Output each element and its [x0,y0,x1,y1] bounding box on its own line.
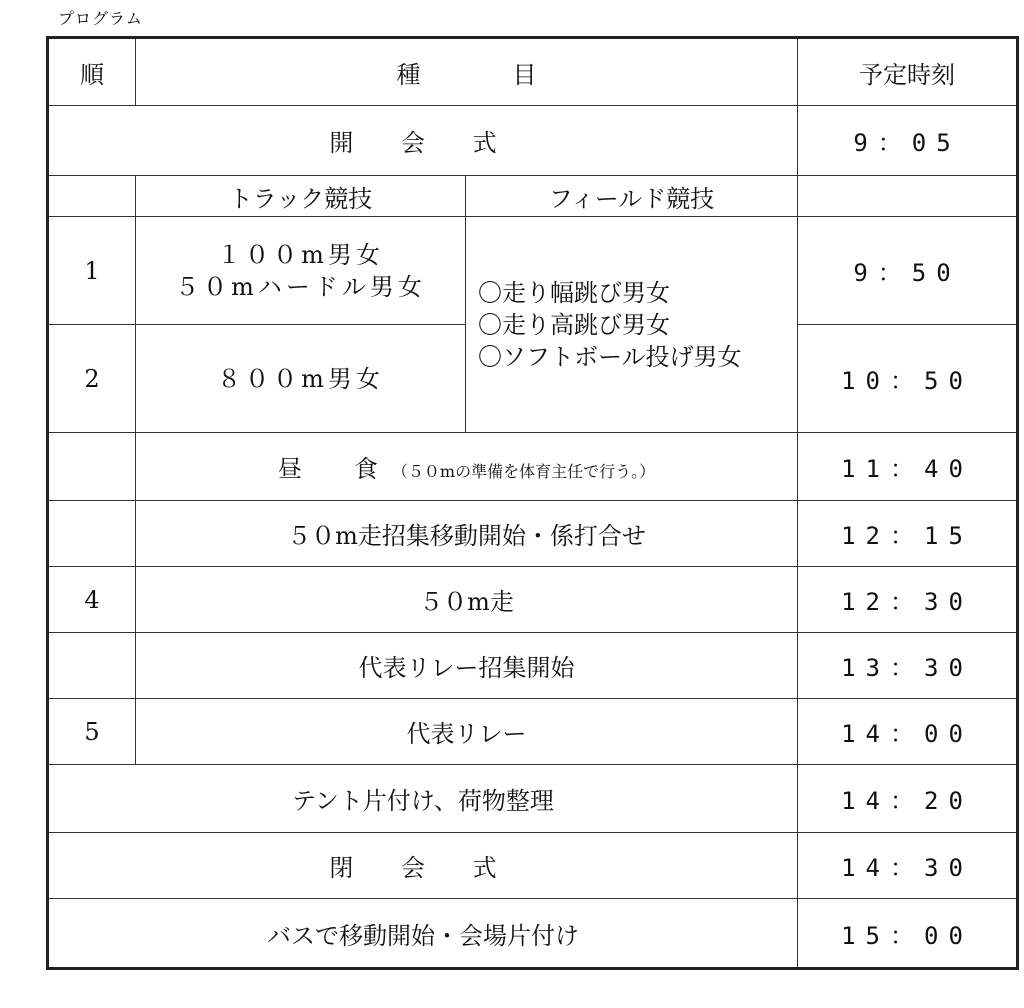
header-time: 予定時刻 [798,38,1018,106]
relay-call-time: 13：30 [798,633,1018,699]
event-row-1 [48,217,1018,325]
opening-label: 開 会 式 [48,106,798,176]
row2-track-event: ８００m男女 [136,325,466,433]
closing-label: 閉 会 式 [48,833,798,899]
opening-row [48,106,1018,176]
bus-time: 15：00 [798,899,1018,969]
row5-number: 5 [48,699,136,765]
field-event-3: 〇ソフトボール投げ男女 [478,342,742,371]
row2-time: 10：50 [798,325,1018,433]
field-event-1: 〇走り幅跳び男女 [478,278,670,307]
row4-number: 4 [48,567,136,633]
relay-call-row [48,633,1018,699]
subheader-field: フィールド競技 [466,176,798,217]
tent-time: 14：20 [798,765,1018,833]
relay-call-label: 代表リレー招集開始 [136,633,798,699]
row1-track-events [136,217,466,325]
bus-row [48,899,1018,969]
document-caption: プログラム [58,9,143,28]
lunch-note: （５０mの準備を体育主任で行う。） [391,462,656,481]
fifty-call-row [48,501,1018,567]
tent-label: テント片付け、荷物整理 [48,765,798,833]
opening-time: 9：05 [798,106,1018,176]
row4-time: 12：30 [798,567,1018,633]
closing-time: 14：30 [798,833,1018,899]
lunch-row [48,433,1018,501]
subheader-track: トラック競技 [136,176,466,217]
lunch-label: 昼 食 [277,455,392,483]
subheader-row [48,176,1018,217]
row1-track-line-1: １００m男女 [217,240,384,269]
tent-row [48,765,1018,833]
row2-number: 2 [48,325,136,433]
row1-number: 1 [48,217,136,325]
relay-call-number-empty [48,633,136,699]
event-row-5 [48,699,1018,765]
lunch-number-empty [48,433,136,501]
header-order: 順 [48,38,136,106]
field-events [466,217,798,433]
row4-label: ５０m走 [136,567,798,633]
closing-row [48,833,1018,899]
program-table [46,36,1019,970]
field-event-2: 〇走り高跳び男女 [478,310,670,339]
subheader-empty [48,176,136,217]
header-event: 種 目 [136,38,798,106]
fifty-call-label: ５０m走招集移動開始・係打合せ [136,501,798,567]
fifty-call-time: 12：15 [798,501,1018,567]
subheader-time-empty [798,176,1018,217]
event-row-4 [48,567,1018,633]
lunch-time: 11：40 [798,433,1018,501]
lunch-cell [136,433,798,501]
row5-label: 代表リレー [136,699,798,765]
row1-time: 9：50 [798,217,1018,325]
row5-time: 14：00 [798,699,1018,765]
row1-track-line-2: ５０mハードル男女 [175,272,426,301]
bus-label: バスで移動開始・会場片付け [48,899,798,969]
header-row [48,38,1018,106]
fifty-call-number-empty [48,501,136,567]
